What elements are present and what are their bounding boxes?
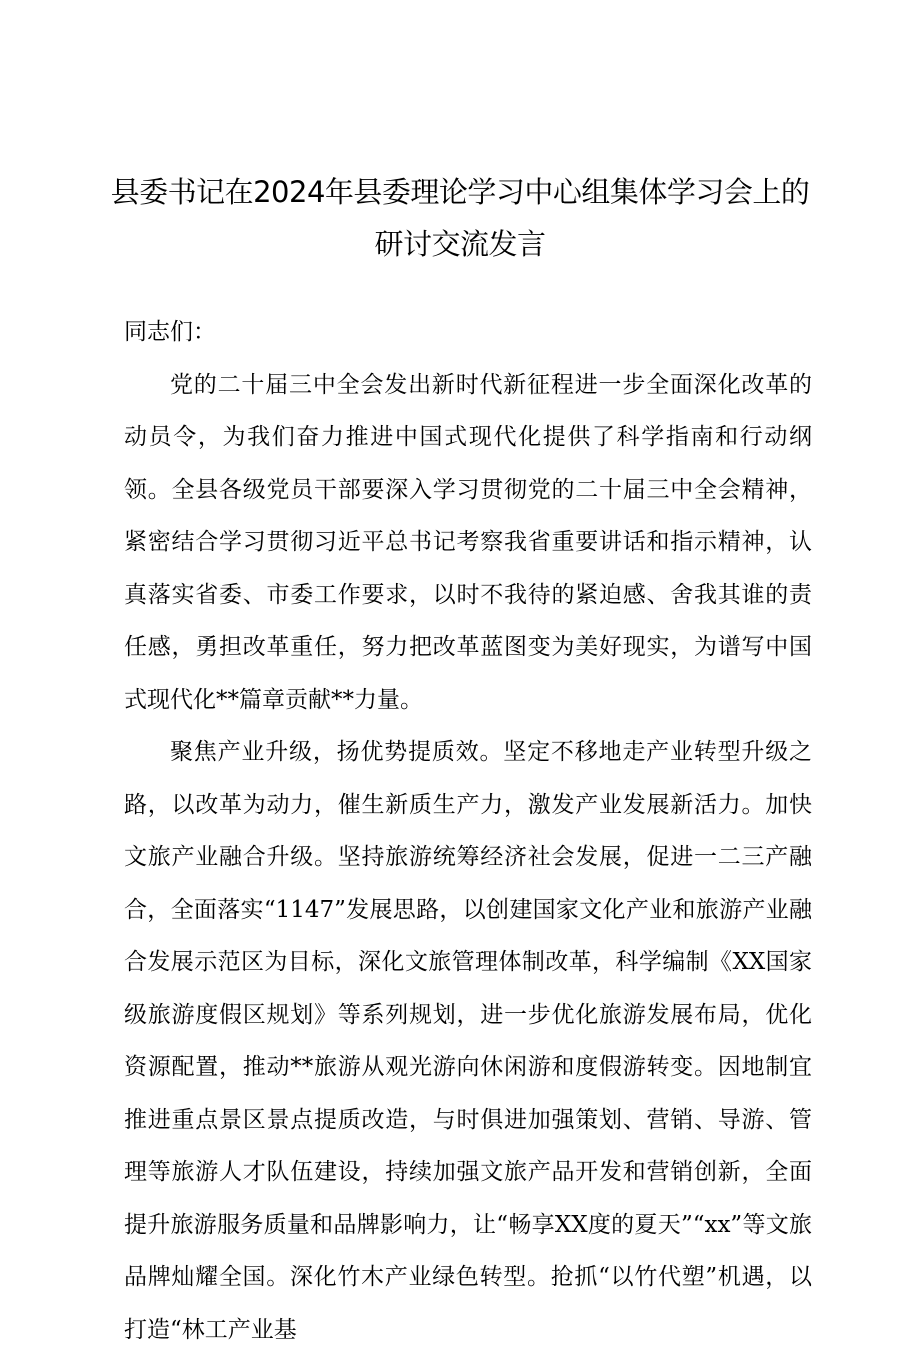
document-title-line-2: 研讨交流发言 [374,227,546,261]
document-title-line-1: 县委书记在2024年县委理论学习中心组集体学习会上的 [110,175,810,209]
document-body [124,306,812,1356]
paragraph-intro: 党的二十届三中全会发出新时代新征程进一步全面深化改革的动员令，为我们奋力推进中国式现代化提供了科学指南和行动纲领。全县各级党员干部要深入学习贯彻党的二十届三中全会精神，紧密结合学习贯彻习近平总书记考察我省重要讲话和指示精神，认真落实省委、市委工作要求，以时不我待的紧迫感、舍我其谁的责任感，勇担改革重任，努力把改革蓝图变为美好现实，为谱写中国式现代化**篇章贡献**力量。 [124,371,812,713]
paragraph-industry-upgrade: 聚焦产业升级，扬优势提质效。坚定不移地走产业转型升级之路，以改革为动力，催生新质生产力，激发产业发展新活力。加快文旅产业融合升级。坚持旅游统筹经济社会发展，促进一二三产融合，全面落实“1147”发展思路，以创建国家文化产业和旅游产业融合发展示范区为目标，深化文旅管理体制改革，科学编制《XX国家级旅游度假区规划》等系列规划，进一步优化旅游发展布局，优化资源配置，推动**旅游从观光游向休闲游和度假游转变。因地制宜推进重点景区景点提质改造，与时俱进加强策划、营销、导游、管理等旅游人才队伍建设，持续加强文旅产品开发和营销创新，全面提升旅游服务质量和品牌影响力，让“畅享XX度的夏天”“xx”等文旅品牌灿耀全国。深化竹木产业绿色转型。抢抓“以竹代塑”机遇，以打造“林工产业基 [124,739,812,1343]
salutation: 同志们： [124,319,216,345]
